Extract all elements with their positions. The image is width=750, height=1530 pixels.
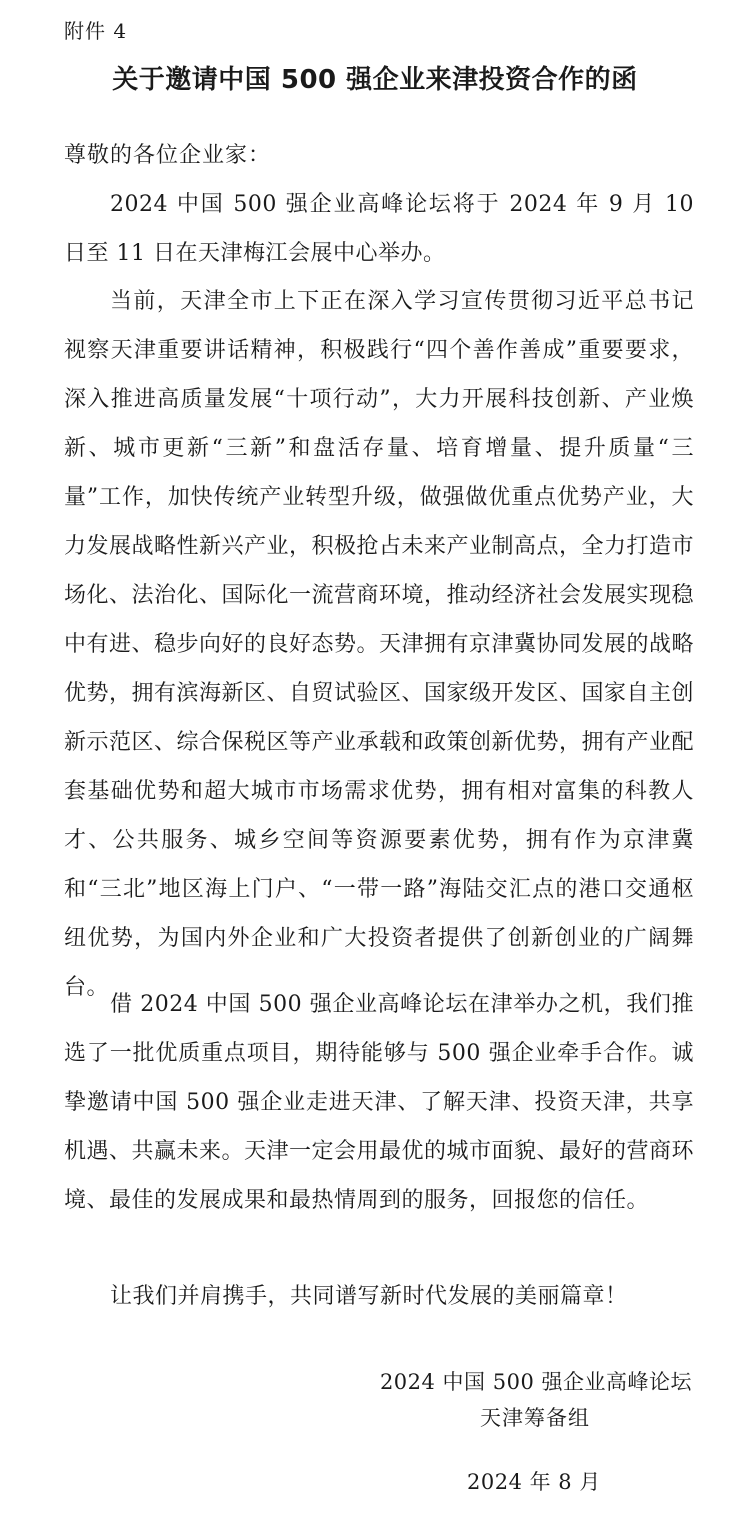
attachment-label: 附件 4 <box>64 19 128 43</box>
body-paragraph-1 <box>64 180 694 278</box>
paragraph-text: 借 2024 中国 500 强企业高峰论坛在津举办之机，我们推选了一批优质重点项目，期待能够与 500 强企业牵手合作。诚挚邀请中国 500 强企业走进天津、了解天津、投资天津，共享机遇、共赢未来。天津一定会用最优的城市面貌、最好的营商环境、最佳的发展成果和最热情周到的服务，回报您的信任。 <box>64 992 695 1213</box>
body-paragraph-2 <box>64 277 694 1012</box>
body-paragraph-4 <box>64 1272 694 1321</box>
letter-title: 关于邀请中国 500 强企业来津投资合作的函 <box>112 65 638 95</box>
paragraph-text: 2024 中国 500 强企业高峰论坛将于 2024 年 9 月 10 日至 11 日在天津梅江会展中心举办。 <box>64 192 694 266</box>
paragraph-text: 让我们并肩携手，共同谱写新时代发展的美丽篇章！ <box>110 1284 628 1309</box>
signature-group: 天津筹备组 <box>480 1406 590 1430</box>
body-paragraph-3 <box>64 980 694 1225</box>
signature-date: 2024 年 8 月 <box>467 1470 601 1494</box>
signature-organization: 2024 中国 500 强企业高峰论坛 <box>379 1370 692 1394</box>
paragraph-text: 当前，天津全市上下正在深入学习宣传贯彻习近平总书记视察天津重要讲话精神，积极践行“四个善作善成”重要要求，深入推进高质量发展“十项行动”，大力开展科技创新、产业焕新、城市更新“三新”和盘活存量、培育增量、提升质量“三量”工作，加快传统产业转型升级，做强做优重点优势产业，大力发展战略性新兴产业，积极抢占未来产业制高点，全力打造市场化、法治化、国际化一流营商环境，推动经济社会发展实现稳中有进、稳步向好的良好态势。天津拥有京津冀协同发展的战略优势，拥有滨海新区、自贸试验区、国家级开发区、国家自主创新示范区、综合保税区等产业承载和政策创新优势，拥有产业配套基础优势和超大城市市场需求优势，拥有相对富集的科教人才、公共服务、城乡空间等资源要素优势，拥有作为京津冀和“三北”地区海上门户、“一带一路”海陆交汇点的港口交通枢纽优势，为国内外企业和广大投资者提供了创新创业的广阔舞台。 <box>64 289 695 1000</box>
salutation: 尊敬的各位企业家： <box>64 143 272 168</box>
